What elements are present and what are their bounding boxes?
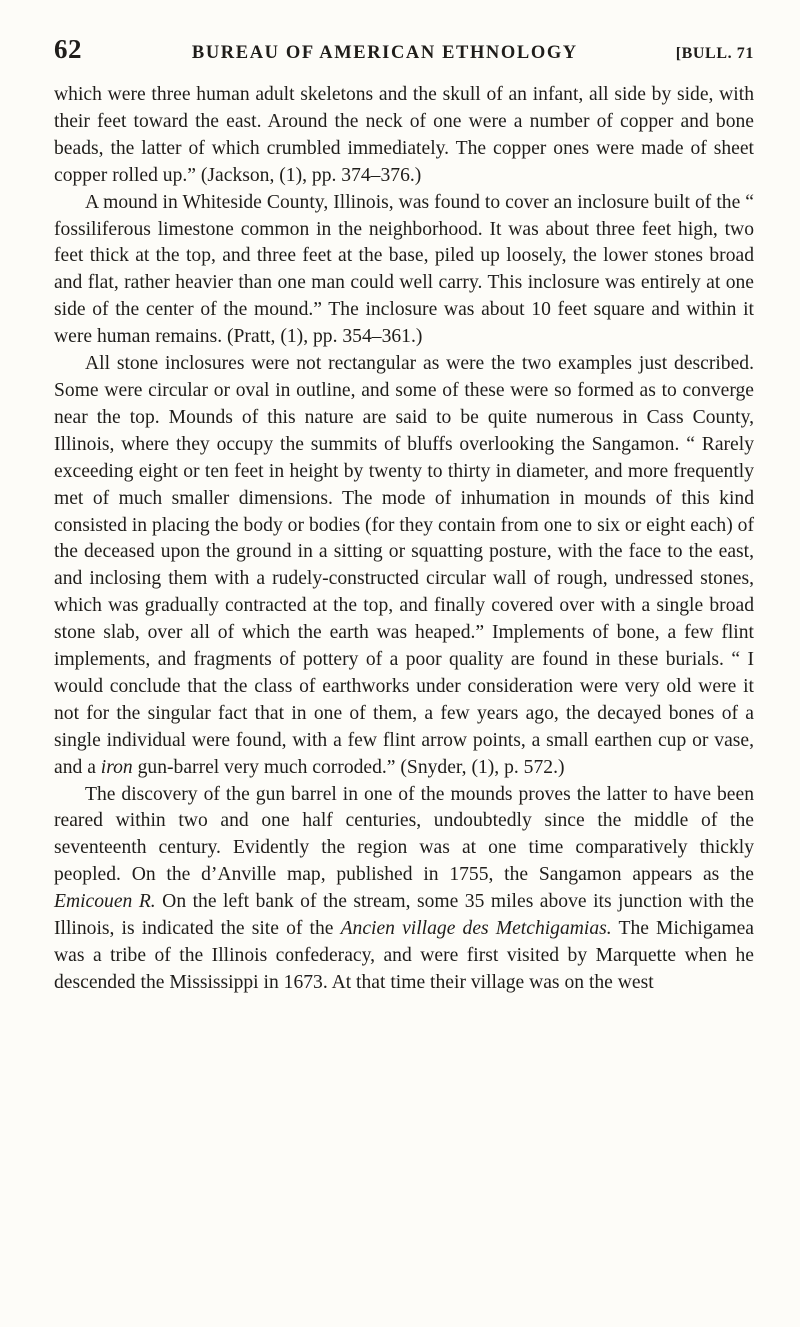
- paragraph-text: The Michigamea was a tribe of the Illinois confederacy, and were first visited by Marquette when he descended the Mississippi in 1673. At that time their village was on the west: [54, 918, 754, 993]
- paragraph: [54, 782, 754, 997]
- paragraph-text: which were three human adult skeletons and the skull of an infant, all side by side, with their feet toward the east. Around the neck of one were a number of copper and bone beads, the latter of which crumbled immediately. The copper ones were made of sheet copper rolled up.” (Jackson, (1), pp. 374–376.): [54, 84, 754, 186]
- paragraph: [54, 82, 754, 190]
- paragraph-text: On the left bank of the stream, some 35 miles above its junction with the Illinois, is indicated the site of the: [54, 891, 754, 940]
- italic-term: iron: [100, 756, 133, 778]
- paragraph-text: The discovery of the gun barrel in one of the mounds proves the latter to have been reared within two and one half centuries, undoubtedly since the middle of the seventeenth century. Evidently the region was at one time comparatively thickly peopled. On the d’Anville map, published in 1755, the Sangamon appears as the: [54, 783, 754, 886]
- body-text: [54, 82, 754, 997]
- running-head: BUREAU OF AMERICAN ETHNOLOGY: [191, 43, 578, 63]
- paragraph: [54, 351, 754, 782]
- italic-term: Ancien village des Metchigamias.: [340, 918, 612, 940]
- bulletin-reference: [BULL. 71: [675, 45, 754, 62]
- paragraph-text: All stone inclosures were not rectangular as were the two examples just described. Some were circular or oval in outline, and some of these were so formed as to converge near the top. Mounds of this nature are said to be quite numerous in Cass County, Illinois, where they occupy the summits of bluffs overlooking the Sangamon. “ Rarely exceeding eight or ten feet in height by twenty to thirty in diameter, and more frequently met of much smaller dimensions. The mode of inhumation in mounds of this kind consisted in placing the body or bodies (for they contain from one to six or eight each) of the deceased upon the ground in a sitting or squatting posture, with the face to the east, and inclosing them with a rudely-constructed circular wall of rough, undressed stones, which was gradually contracted at the top, and finally covered over with a single broad stone slab, over all of which the earth was heaped.” Implements of bone, a few flint implements, and fragments of pottery of a poor quality are found in these burials. “ I would conclude that the class of earthworks under consideration were very old were it not for the singular fact that in one of them, a few years ago, the decayed bones of a single individual were found, with a few flint arrow points, a small earthen cup or vase, and a: [54, 353, 754, 778]
- italic-term: Emicouen R.: [54, 891, 156, 913]
- page-header: [54, 34, 754, 74]
- paragraph-text: gun-barrel very much corroded.” (Snyder, (1), p. 572.): [132, 756, 565, 778]
- paragraph-text: A mound in Whiteside County, Illinois, was found to cover an inclosure built of the “ fossiliferous limestone common in the neighborhood. It was about three feet high, two feet thick at the top, and three feet at the base, piled up loosely, the lower stones broad and flat, rather heavier than one man could well carry. This inclosure was entirely at one side of the center of the mound.” The inclosure was about 10 feet square and within it were human remains. (Pratt, (1), pp. 354–361.): [54, 191, 754, 348]
- paragraph: [54, 190, 754, 351]
- page-number: 62: [54, 34, 82, 64]
- book-page: [54, 34, 754, 997]
